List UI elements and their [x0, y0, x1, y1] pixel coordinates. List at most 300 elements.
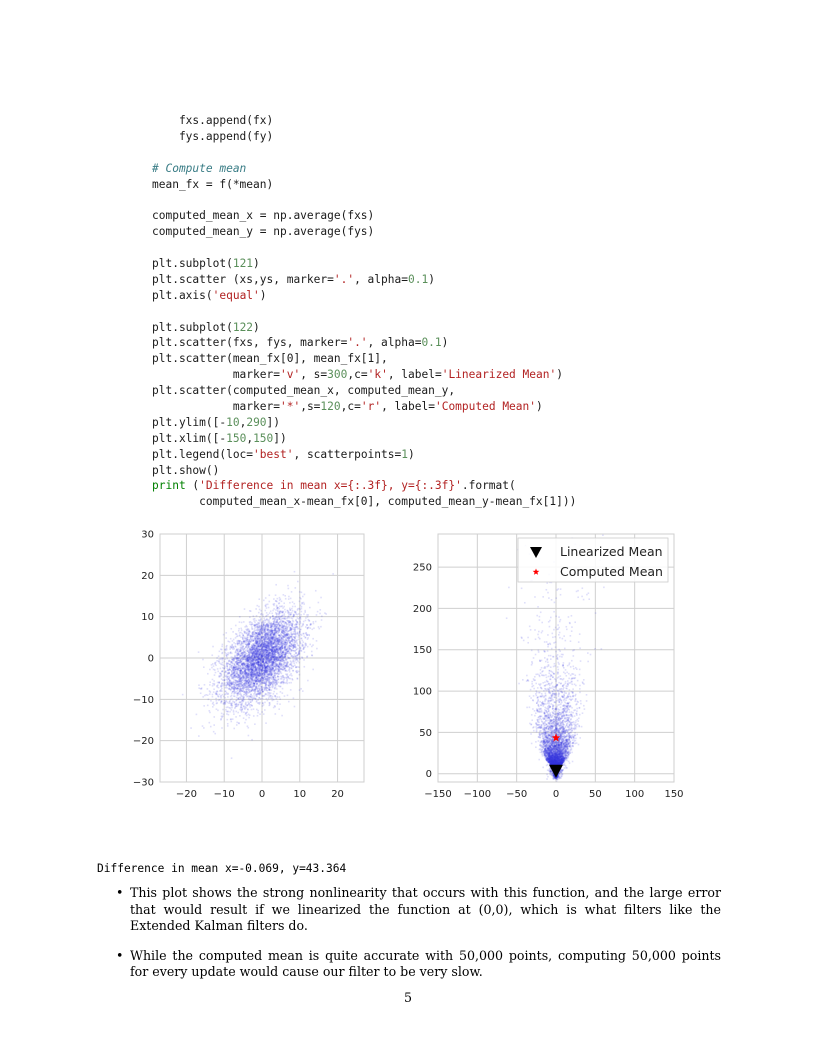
- scatter-point: [312, 638, 314, 640]
- scatter-point: [297, 609, 299, 611]
- scatter-point: [249, 714, 251, 716]
- scatter-point: [226, 645, 228, 647]
- scatter-point: [265, 669, 267, 671]
- scatter-point: [258, 697, 260, 699]
- scatter-point: [212, 685, 214, 687]
- scatter-point: [242, 659, 244, 661]
- scatter-point: [283, 637, 285, 639]
- scatter-point: [221, 664, 223, 666]
- scatter-point: [245, 663, 247, 665]
- scatter-point: [258, 612, 260, 614]
- scatter-point: [285, 611, 287, 613]
- scatter-point: [246, 694, 248, 696]
- scatter-point: [321, 615, 323, 617]
- scatter-point: [249, 621, 251, 623]
- y-tick-label: 20: [141, 570, 154, 582]
- scatter-point: [273, 598, 275, 600]
- scatter-point: [227, 696, 229, 698]
- scatter-point: [239, 634, 241, 636]
- scatter-point: [253, 625, 255, 627]
- scatter-point: [279, 597, 281, 599]
- scatter-point: [259, 687, 261, 689]
- scatter-point: [212, 679, 214, 681]
- scatter-point: [246, 705, 248, 707]
- scatter-point: [281, 673, 283, 675]
- scatter-point: [249, 684, 251, 686]
- scatter-point: [245, 714, 247, 716]
- scatter-point: [231, 674, 233, 676]
- scatter-point: [292, 679, 294, 681]
- scatter-point: [266, 612, 268, 614]
- scatter-point: [264, 643, 266, 645]
- scatter-point: [279, 629, 281, 631]
- scatter-point: [269, 594, 271, 596]
- scatter-point: [210, 726, 212, 728]
- scatter-point: [296, 662, 298, 664]
- scatter-point: [241, 622, 243, 624]
- scatter-point: [233, 642, 235, 644]
- scatter-point: [228, 673, 230, 675]
- scatter-point: [276, 607, 278, 609]
- scatter-point: [229, 711, 231, 713]
- scatter-point: [203, 727, 205, 729]
- scatter-point: [277, 631, 279, 633]
- scatter-point: [247, 648, 249, 650]
- scatter-point: [292, 610, 294, 612]
- scatter-point: [228, 714, 230, 716]
- scatter-point: [309, 627, 311, 629]
- scatter-point: [258, 624, 260, 626]
- scatter-point: [284, 609, 286, 611]
- scatter-point: [299, 647, 301, 649]
- scatter-point: [227, 658, 229, 660]
- scatter-point: [307, 646, 309, 648]
- scatter-point: [285, 638, 287, 640]
- scatter-point: [232, 691, 234, 693]
- scatter-point: [238, 665, 240, 667]
- scatter-point: [234, 671, 236, 673]
- scatter-point: [278, 666, 280, 668]
- scatter-point: [296, 643, 298, 645]
- scatter-point: [277, 598, 279, 600]
- scatter-point: [268, 698, 270, 700]
- scatter-point: [216, 657, 218, 659]
- scatter-point: [301, 592, 303, 594]
- scatter-point: [299, 591, 301, 593]
- scatter-point: [196, 714, 198, 716]
- scatter-point: [226, 663, 228, 665]
- scatter-point: [262, 636, 264, 638]
- scatter-point: [212, 663, 214, 665]
- scatter-point: [256, 672, 258, 674]
- scatter-point: [316, 640, 318, 642]
- scatter-point: [231, 757, 233, 759]
- x-tick-label: 10: [293, 789, 307, 800]
- scatter-point: [238, 674, 240, 676]
- scatter-point: [219, 690, 221, 692]
- scatter-point: [240, 628, 242, 630]
- scatter-point: [252, 699, 254, 701]
- scatter-point: [252, 638, 254, 640]
- scatter-point: [242, 637, 244, 639]
- scatter-point: [287, 695, 289, 697]
- scatter-point: [294, 630, 296, 632]
- scatter-point: [260, 662, 262, 664]
- code-line: plt.subplot(122): [152, 320, 260, 334]
- scatter-point: [238, 657, 240, 659]
- scatter-point: [249, 616, 251, 618]
- scatter-point: [251, 628, 253, 630]
- scatter-point: [244, 654, 246, 656]
- scatter-point: [209, 684, 211, 686]
- scatter-point: [236, 699, 238, 701]
- scatter-point: [210, 700, 212, 702]
- scatter-point: [304, 594, 306, 596]
- scatter-point: [232, 631, 234, 633]
- scatter-point: [253, 668, 255, 670]
- scatter-point: [251, 652, 253, 654]
- scatter-point: [279, 618, 281, 620]
- scatter-point: [215, 693, 217, 695]
- scatter-point: [235, 662, 237, 664]
- scatter-point: [251, 689, 253, 691]
- code-line: plt.xlim([-150,150]): [152, 431, 287, 445]
- scatter-point: [219, 675, 221, 677]
- scatter-point: [276, 601, 278, 603]
- scatter-point: [276, 657, 278, 659]
- scatter-point: [264, 702, 266, 704]
- scatter-point: [285, 630, 287, 632]
- code-line: plt.axis('equal'): [152, 288, 267, 302]
- scatter-point: [233, 695, 235, 697]
- scatter-point: [231, 698, 233, 700]
- code-line: mean_fx = f(*mean): [152, 177, 274, 191]
- scatter-point: [247, 701, 249, 703]
- scatter-point: [254, 723, 256, 725]
- scatter-point: [238, 659, 240, 661]
- code-line: plt.scatter(computed_mean_x, computed_mean_y,: [152, 384, 456, 398]
- scatter-point: [213, 665, 215, 667]
- scatter-point: [287, 673, 289, 675]
- scatter-point: [293, 621, 295, 623]
- scatter-point: [260, 618, 262, 620]
- scatter-point: [244, 707, 246, 709]
- scatter-point: [274, 713, 276, 715]
- scatter-point: [283, 602, 285, 604]
- scatter-point: [245, 642, 247, 644]
- scatter-point: [276, 673, 278, 675]
- scatter-point: [220, 675, 222, 677]
- scatter-point: [216, 691, 218, 693]
- scatter-point: [220, 685, 222, 687]
- scatter-point: [276, 698, 278, 700]
- scatter-point: [316, 614, 318, 616]
- scatter-point: [289, 667, 291, 669]
- scatter-point: [231, 681, 233, 683]
- code-line: plt.show(): [152, 463, 220, 477]
- scatter-point: [225, 709, 227, 711]
- scatter-point: [284, 695, 286, 697]
- scatter-point: [238, 642, 240, 644]
- scatter-point: [266, 681, 268, 683]
- scatter-point: [227, 693, 229, 695]
- scatter-point: [231, 703, 233, 705]
- scatter-point: [268, 646, 270, 648]
- scatter-point: [305, 626, 307, 628]
- scatter-point: [289, 608, 291, 610]
- scatter-point: [282, 675, 284, 677]
- scatter-point: [292, 606, 294, 608]
- scatter-point: [257, 712, 259, 714]
- scatter-point: [290, 623, 292, 625]
- scatter-point: [302, 596, 304, 598]
- scatter-point: [242, 648, 244, 650]
- scatter-point: [291, 634, 293, 636]
- scatter-point: [288, 596, 290, 598]
- scatter-point: [265, 689, 267, 691]
- scatter-point: [268, 601, 270, 603]
- scatter-point: [232, 640, 234, 642]
- scatter-point: [306, 624, 308, 626]
- scatter-point: [269, 671, 271, 673]
- scatter-point: [284, 662, 286, 664]
- scatter-point: [259, 657, 261, 659]
- code-line: marker='v', s=300,c='k', label='Linearized Mean'): [152, 368, 563, 382]
- scatter-point: [227, 652, 229, 654]
- scatter-point: [298, 639, 300, 641]
- scatter-point: [275, 670, 277, 672]
- scatter-point: [320, 626, 322, 628]
- scatter-point: [285, 626, 287, 628]
- scatter-point: [306, 614, 308, 616]
- scatter-point: [255, 620, 257, 622]
- scatter-point: [286, 679, 288, 681]
- scatter-point: [257, 699, 259, 701]
- scatter-point: [284, 595, 286, 597]
- scatter-point: [318, 602, 320, 604]
- scatter-point: [299, 631, 301, 633]
- scatter-point: [222, 657, 224, 659]
- scatter-point: [227, 723, 229, 725]
- scatter-point: [318, 628, 320, 630]
- code-line: plt.legend(loc='best', scatterpoints=1): [152, 447, 415, 461]
- scatter-point: [281, 715, 283, 717]
- scatter-point: [224, 697, 226, 699]
- scatter-point: [258, 632, 260, 634]
- scatter-point: [275, 672, 277, 674]
- scatter-point: [239, 691, 241, 693]
- scatter-point: [213, 724, 215, 726]
- scatter-point: [240, 693, 242, 695]
- scatter-point: [268, 607, 270, 609]
- scatter-point: [215, 700, 217, 702]
- scatter-point: [215, 698, 217, 700]
- scatter-point: [245, 719, 247, 721]
- scatter-point: [294, 571, 296, 573]
- scatter-point: [238, 692, 240, 694]
- scatter-point: [182, 694, 184, 696]
- scatter-point: [283, 666, 285, 668]
- scatter-point: [293, 665, 295, 667]
- scatter-point: [248, 699, 250, 701]
- scatter-point: [247, 696, 249, 698]
- scatter-point: [245, 643, 247, 645]
- scatter-point: [301, 611, 303, 613]
- code-line: plt.subplot(121): [152, 257, 260, 271]
- scatter-point: [207, 673, 209, 675]
- code-line: computed_mean_x = np.average(fxs): [152, 209, 375, 223]
- scatter-point: [203, 705, 205, 707]
- scatter-point: [291, 612, 293, 614]
- scatter-point: [249, 706, 251, 708]
- scatter-point: [232, 683, 234, 685]
- y-tick-label: 10: [141, 612, 154, 624]
- scatter-point: [283, 606, 285, 608]
- scatter-point: [221, 683, 223, 685]
- scatter-point: [234, 664, 236, 666]
- scatter-point: [296, 626, 298, 628]
- scatter-point: [263, 600, 265, 602]
- scatter-point: [289, 621, 291, 623]
- scatter-point: [213, 691, 215, 693]
- code-line: plt.scatter (xs,ys, marker='.', alpha=0.1): [152, 272, 435, 286]
- scatter-point: [262, 664, 264, 666]
- scatter-point: [237, 712, 239, 714]
- scatter-point: [235, 637, 237, 639]
- scatter-point: [282, 635, 284, 637]
- scatter-point: [243, 711, 245, 713]
- scatter-point: [235, 645, 237, 647]
- scatter-point: [286, 680, 288, 682]
- scatter-point: [243, 717, 245, 719]
- scatter-point: [268, 623, 270, 625]
- scatter-point: [276, 652, 278, 654]
- scatter-point: [293, 614, 295, 616]
- scatter-point: [278, 608, 280, 610]
- scatter-point: [219, 651, 221, 653]
- scatter-point: [239, 715, 241, 717]
- scatter-point: [245, 661, 247, 663]
- scatter-point: [245, 712, 247, 714]
- scatter-point: [226, 668, 228, 670]
- scatter-point: [244, 677, 246, 679]
- y-tick-label: −30: [132, 777, 154, 789]
- scatter-point: [223, 668, 225, 670]
- scatter-point: [253, 695, 255, 697]
- scatter-point: [240, 650, 242, 652]
- scatter-point: [239, 621, 241, 623]
- scatter-point: [233, 674, 235, 676]
- scatter-point: [225, 652, 227, 654]
- scatter-point: [224, 690, 226, 692]
- scatter-point: [231, 645, 233, 647]
- scatter-point: [233, 678, 235, 680]
- scatter-point: [294, 706, 296, 708]
- scatter-point: [221, 700, 223, 702]
- scatter-point: [237, 686, 239, 688]
- scatter-point: [311, 628, 313, 630]
- scatter-point: [254, 622, 256, 624]
- scatter-point: [242, 700, 244, 702]
- scatter-point: [249, 661, 251, 663]
- scatter-point: [239, 616, 241, 618]
- scatter-point: [265, 604, 267, 606]
- scatter-point: [297, 648, 299, 650]
- scatter-point: [240, 643, 242, 645]
- scatter-point: [230, 709, 232, 711]
- scatter-point: [290, 664, 292, 666]
- scatter-point: [233, 684, 235, 686]
- scatter-point: [305, 620, 307, 622]
- scatter-point: [267, 669, 269, 671]
- scatter-point: [261, 689, 263, 691]
- scatter-point: [288, 669, 290, 671]
- scatter-point: [235, 711, 237, 713]
- scatter-point: [272, 618, 274, 620]
- scatter-point: [229, 707, 231, 709]
- scatter-point: [281, 681, 283, 683]
- scatter-point: [218, 696, 220, 698]
- code-line: marker='*',s=120,c='r', label='Computed Mean'): [152, 400, 543, 414]
- scatter-point: [226, 676, 228, 678]
- scatter-point: [269, 657, 271, 659]
- scatter-point: [293, 663, 295, 665]
- scatter-point: [300, 605, 302, 607]
- scatter-point: [297, 660, 299, 662]
- scatter-point: [239, 665, 241, 667]
- scatter-point: [280, 598, 282, 600]
- scatter-point: [266, 687, 268, 689]
- scatter-point: [281, 600, 283, 602]
- scatter-point: [202, 725, 204, 727]
- scatter-point: [281, 651, 283, 653]
- scatter-point: [233, 686, 235, 688]
- scatter-point: [250, 641, 252, 643]
- scatter-point: [288, 624, 290, 626]
- scatter-point: [267, 694, 269, 696]
- scatter-point: [288, 646, 290, 648]
- scatter-point: [200, 692, 202, 694]
- scatter-point: [218, 661, 220, 663]
- scatter-point: [275, 584, 277, 586]
- scatter-point: [289, 645, 291, 647]
- scatter-point: [263, 674, 265, 676]
- scatter-point: [307, 680, 309, 682]
- scatter-point: [258, 686, 260, 688]
- scatter-point: [288, 598, 290, 600]
- scatter-point: [320, 597, 322, 599]
- scatter-point: [321, 619, 323, 621]
- scatter-point: [294, 642, 296, 644]
- scatter-point: [231, 707, 233, 709]
- scatter-point: [286, 659, 288, 661]
- scatter-point: [299, 674, 301, 676]
- scatter-point: [301, 606, 303, 608]
- scatter-point: [264, 645, 266, 647]
- scatter-point: [258, 622, 260, 624]
- scatter-point: [198, 684, 200, 686]
- scatter-point: [262, 632, 264, 634]
- scatter-point: [258, 702, 260, 704]
- scatter-point: [226, 713, 228, 715]
- scatter-point: [240, 677, 242, 679]
- scatter-point: [273, 707, 275, 709]
- scatter-point: [216, 660, 218, 662]
- scatter-point: [255, 608, 257, 610]
- scatter-point: [202, 659, 204, 661]
- scatter-point: [249, 691, 251, 693]
- scatter-point: [282, 692, 284, 694]
